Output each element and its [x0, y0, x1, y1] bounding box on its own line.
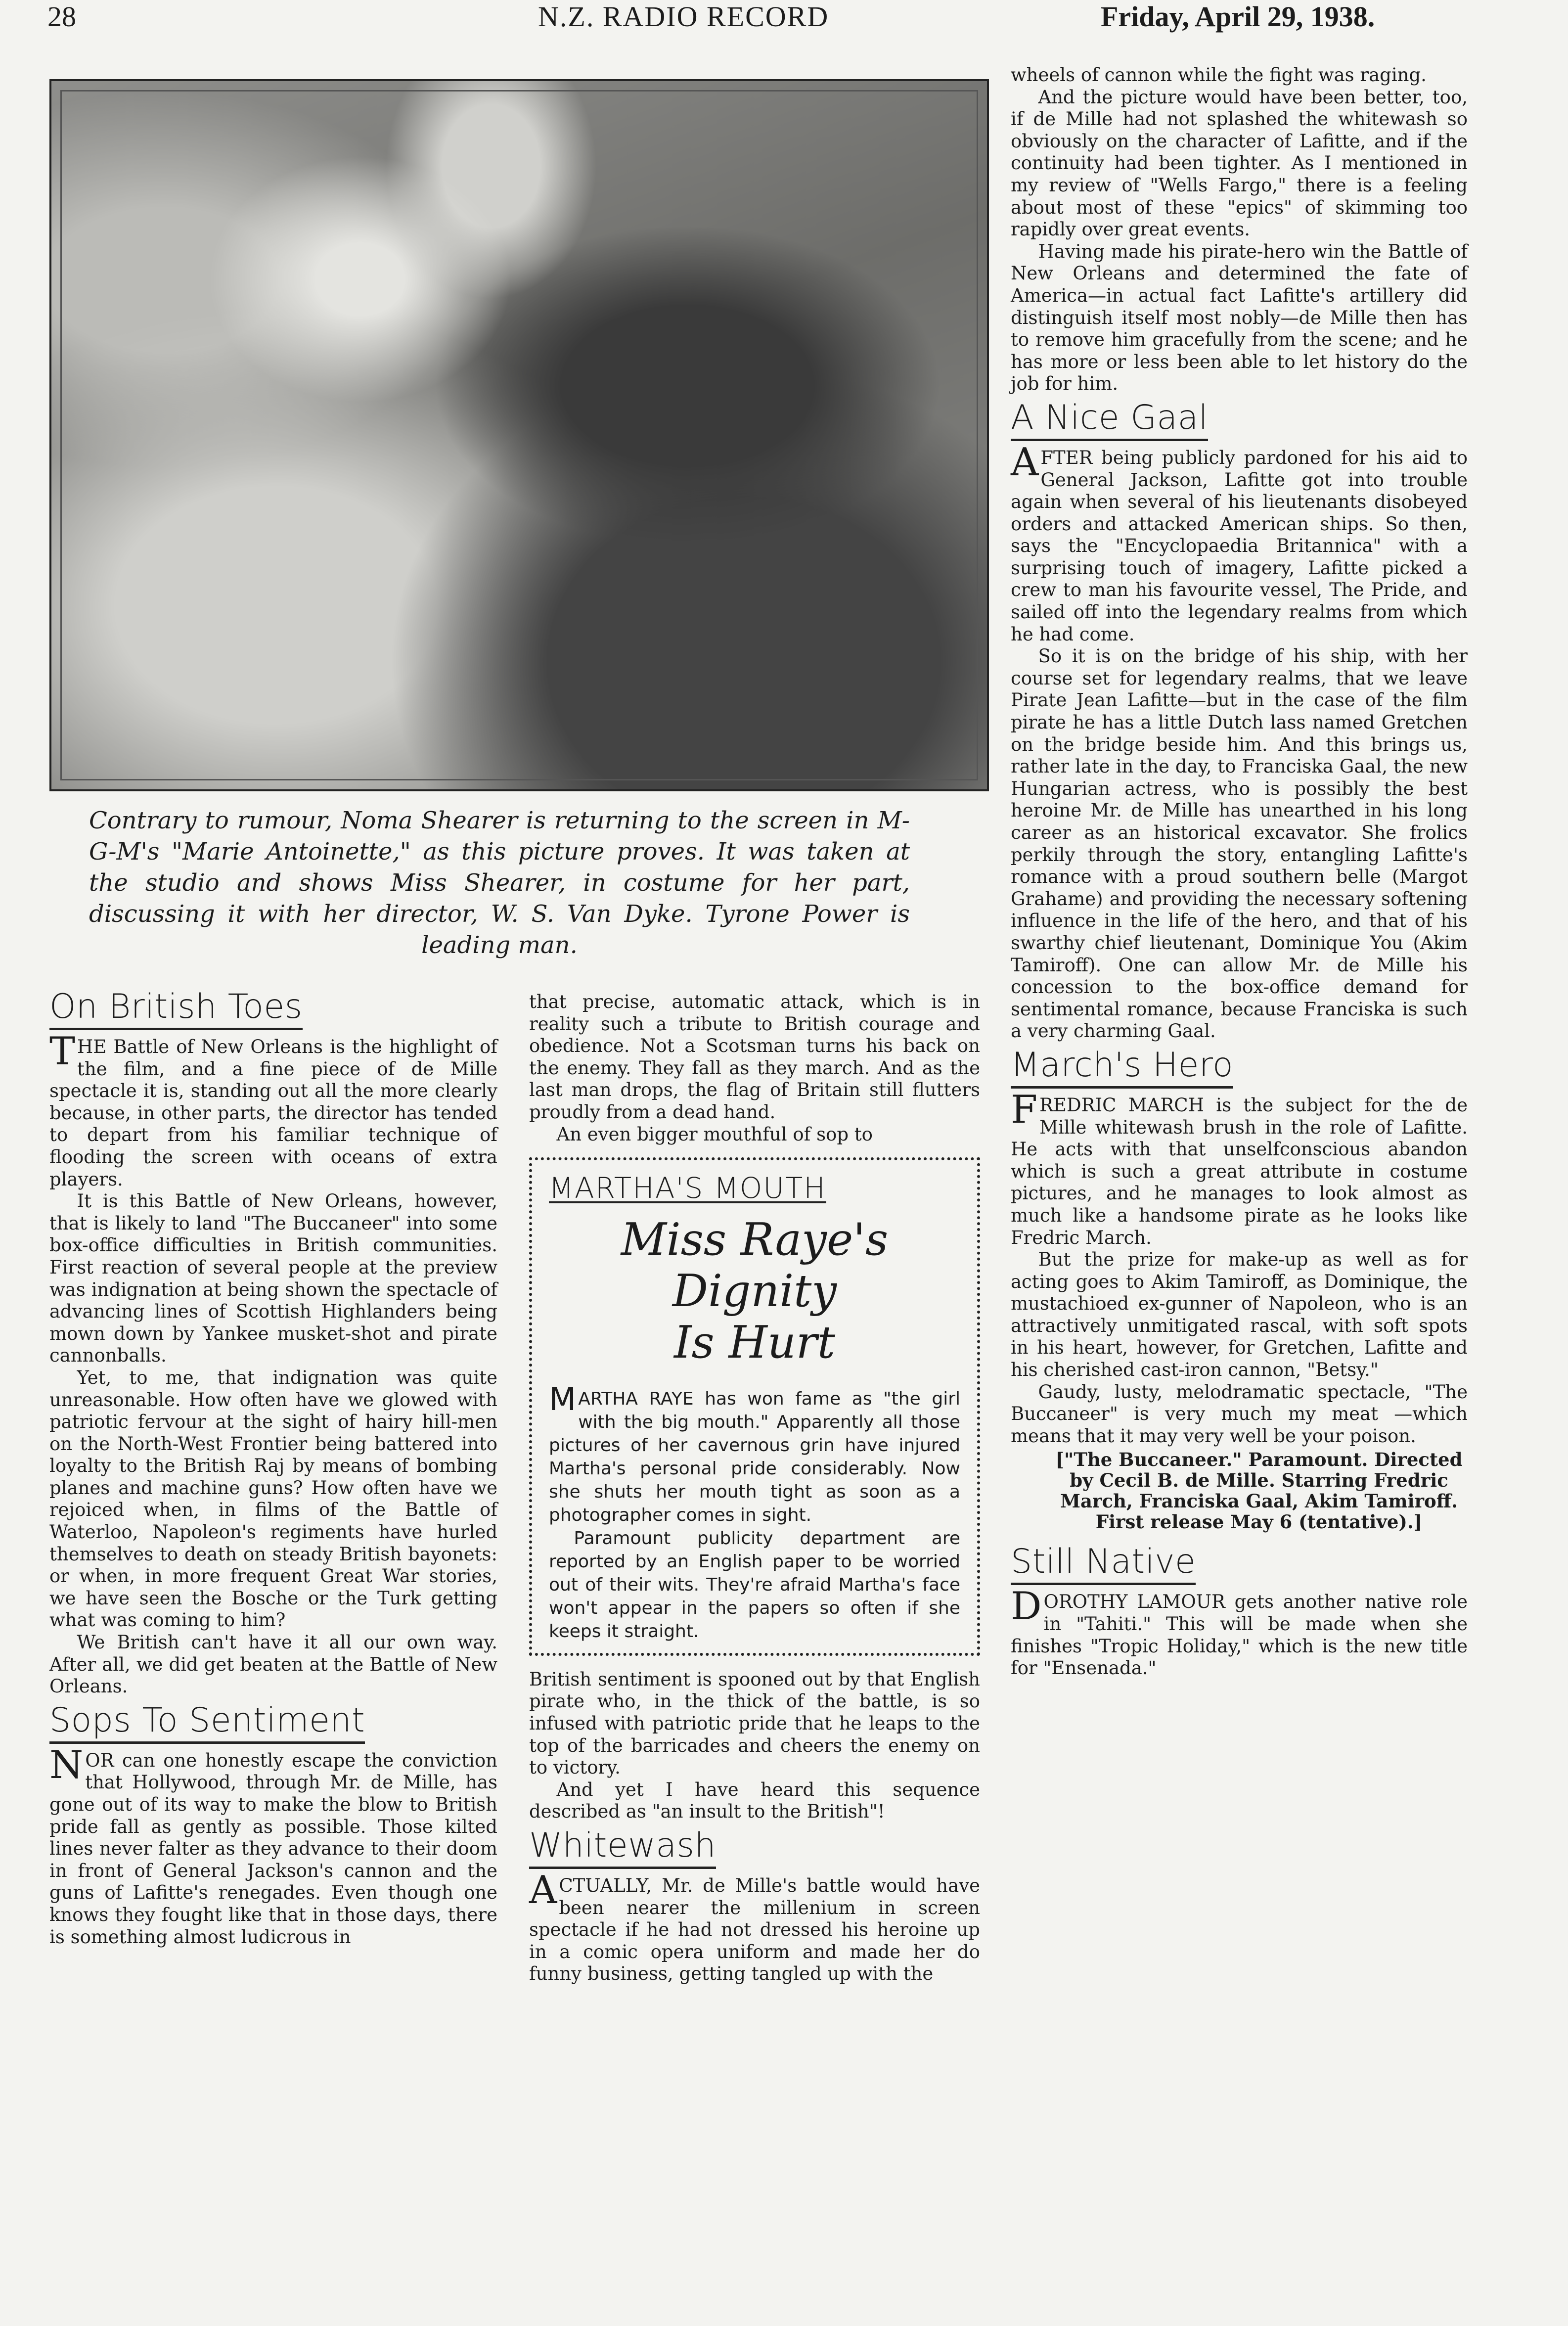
paragraph: CTUALLY, Mr. de Mille's battle would have been nearer the millenium in screen spectacle if he had not dressed his heroine up in a comic opera uniform and made her do funny business, getting tangled up with the — [529, 1874, 980, 1985]
film-credits: ["The Buccaneer." Paramount. Directed by Cecil B. de Mille. Starring Fredric March, Franciska Gaal, Akim Tamiroff. First release May 6 (tentative).] — [1055, 1449, 1463, 1533]
paragraph: So it is on the bridge of his ship, with her course set for legendary realms, that we leave Pirate Jean Lafitte—but in the case of the film pirate he has a little Dutch lass named Gretchen on the bridge beside him. And this brings us, rather late in the day, to Franciska Gaal, the new Hungarian actress, who is possibly the best heroine Mr. de Mille has unearthed in his long career as an historical excavator. She frolics perkily through the story, entangling Lafitte's romance with a proud southern belle (Margot Grahame) and providing the necessary softening influence in the life of the hero, and that of his swarthy chief lieutenant, Dominique You (Akim Tamiroff). One can allow Mr. de Mille his concession to the box-office demand for sentimental romance, because Franciska is such a very charming Gaal. — [1011, 645, 1468, 1042]
dropcap: A — [1011, 440, 1039, 485]
dropcap: D — [1011, 1584, 1042, 1629]
paragraph: wheels of cannon while the fight was raging. — [1011, 64, 1427, 86]
photo-caption: Contrary to rumour, Noma Shearer is returning to the screen in M-G-M's "Marie Antoinette," as this picture proves. It was taken at the studio and shows Miss Shearer, in costume for her part, discussing it with her director, W. S. Van Dyke. Tyrone Power is leading man. — [89, 807, 910, 959]
column-3 — [1011, 64, 1468, 1680]
column-2 — [529, 991, 980, 1985]
paragraph: British sentiment is spooned out by that English pirate who, in the thick of the battle, is so infused with patriotic pride that he leaps to the top of the barricades and cheers the enemy on to victory. — [529, 1668, 980, 1779]
paragraph: Gaudy, lusty, melodramatic spectacle, "The Buccaneer" is very much my meat —which means that it may very well be your poison. — [1011, 1381, 1468, 1447]
paragraph: Yet, to me, that indignation was quite unreasonable. How often have we glowed with patriotic fervour at the sight of hairy hill-men on the North-West Frontier being battered into loyalty to the British Raj by means of bombing planes and machine guns? How often have we rejoiced when, in films of the Battle of Waterloo, Napoleon's regiments have hurled themselves to death on steady British bayonets: or when, in more frequent Great War stories, we have seen the Bosche or the Turk getting what was coming to him? — [49, 1367, 497, 1631]
dropcap: T — [49, 1029, 76, 1074]
paragraph: An even bigger mouthful of sop to — [556, 1123, 873, 1145]
paragraph: Having made his pirate-hero win the Battle of New Orleans and determined the fate of America—in actual fact Lafitte's artillery did distinguish itself most nobly—de Mille then has to remove him gracefully from the scene; and he has more or less been able to let history do the job for him. — [1011, 240, 1468, 395]
paragraph: that precise, automatic attack, which is in reality such a tribute to British courage and obedience. Not a Scotsman turns his back on the enemy. They fall as they march. And as the last man drops, the flag of Britain still flutters proudly from a dead hand. — [529, 991, 980, 1123]
paragraph: It is this Battle of New Orleans, however, that is likely to land "The Buccaneer" into some box-office difficulties in British communities. First reaction of several people at the preview was indignation at being shown the spectacle of advancing lines of Scottish Highlanders being mown down by Yankee musket-shot and pirate cannonballs. — [49, 1190, 497, 1367]
publication-title: N.Z. RADIO RECORD — [538, 0, 829, 33]
dropcap: F — [1011, 1087, 1038, 1132]
martha-raye-boxed-item — [529, 1157, 980, 1656]
issue-date: Friday, April 29, 1938. — [1101, 0, 1375, 33]
paragraph: REDRIC MARCH is the subject for the de Mille whitewash brush in the role of Lafitte. He acts with that unselfconscious abandon which is such a great attribute in costume pictures, and he manages to look almost as much like a handsome pirate as he looks like Fredric March. — [1011, 1094, 1468, 1248]
paragraph: FTER being publicly pardoned for his aid to General Jackson, Lafitte got into trouble again when several of his lieutenants disobeyed orders and attacked American ships. So then, says the "Encyclopaedia Britannica" with a surprising touch of imagery, Lafitte picked a crew to man his favourite vessel, The Pride, and sailed off into the legendary realms from which he had come. — [1011, 447, 1468, 645]
column-1 — [49, 984, 497, 1948]
heading-sops-to-sentiment: Sops To Sentiment — [49, 1701, 365, 1744]
dropcap: M — [549, 1381, 577, 1418]
heading-marchs-hero: March's Hero — [1011, 1046, 1233, 1089]
heading-whitewash: Whitewash — [529, 1826, 716, 1869]
page-number: 28 — [47, 0, 76, 33]
paragraph: HE Battle of New Orleans is the highlight of the film, and a fine piece of de Mille spectacle it is, standing out all the more clearly because, in other parts, the director has tended to depart from his familiar technique of flooding the screen with oceans of extra players. — [49, 1036, 497, 1190]
paragraph: And the picture would have been better, too, if de Mille had not splashed the whitewash so obviously on the character of Lafitte, and if the continuity had been tighter. As I mentioned in my review of "Wells Fargo," there is a feeling about most of these "epics" of skimming too rapidly over great events. — [1011, 86, 1468, 240]
paragraph: And yet I have heard this sequence described as "an insult to the British"! — [529, 1779, 980, 1823]
dropcap: N — [49, 1742, 84, 1787]
paragraph: But the prize for make-up as well as for acting goes to Akim Tamiroff, as Dominique, the mustachioed ex-gunner of Napoleon, who is an attractively unmitigated rascal, with soft spots in his heart, however, for Gretchen, Lafitte and his cherished cast-iron cannon, "Betsy." — [1011, 1249, 1468, 1381]
box-body — [549, 1381, 960, 1643]
photo-shearer-van-dyke — [49, 79, 989, 791]
dropcap: A — [529, 1868, 557, 1913]
box-title-line: Miss Raye's Dignity — [621, 1213, 889, 1317]
paragraph: OROTHY LAMOUR gets another native role in "Tahiti." This will be made when she finishes "Tropic Holiday," which is the new title for "Ensenada." — [1011, 1591, 1468, 1679]
paragraph: ARTHA RAYE has won fame as "the girl with the big mouth." Apparently all those pictures of her cavernous grin have injured Martha's personal pride considerably. Now she shuts her mouth tight as soon as a photographer comes in sight. — [549, 1388, 960, 1525]
heading-on-british-toes: On British Toes — [49, 987, 303, 1030]
heading-a-nice-gaal: A Nice Gaal — [1011, 398, 1208, 441]
box-title — [549, 1214, 960, 1368]
box-title-line: Is Hurt — [674, 1316, 835, 1368]
paragraph: OR can one honestly escape the conviction that Hollywood, through Mr. de Mille, has gone out of its way to make the blow to British pride fall as gently as possible. Those kilted lines never falter as they advance to their doom in front of General Jackson's cannon and the guns of Lafitte's renegades. Even though one knows they fought like that in those days, there is something almost ludicrous in — [49, 1749, 497, 1948]
paragraph: Paramount publicity department are reported by an English paper to be worried out of their wits. They're afraid Martha's face won't appear in the papers so often if she keeps it straight. — [549, 1528, 960, 1642]
box-kicker: MARTHA'S MOUTH — [549, 1171, 826, 1205]
paragraph: We British can't have it all our own way. After all, we did get beaten at the Battle of New Orleans. — [49, 1632, 497, 1697]
heading-still-native: Still Native — [1011, 1542, 1196, 1585]
